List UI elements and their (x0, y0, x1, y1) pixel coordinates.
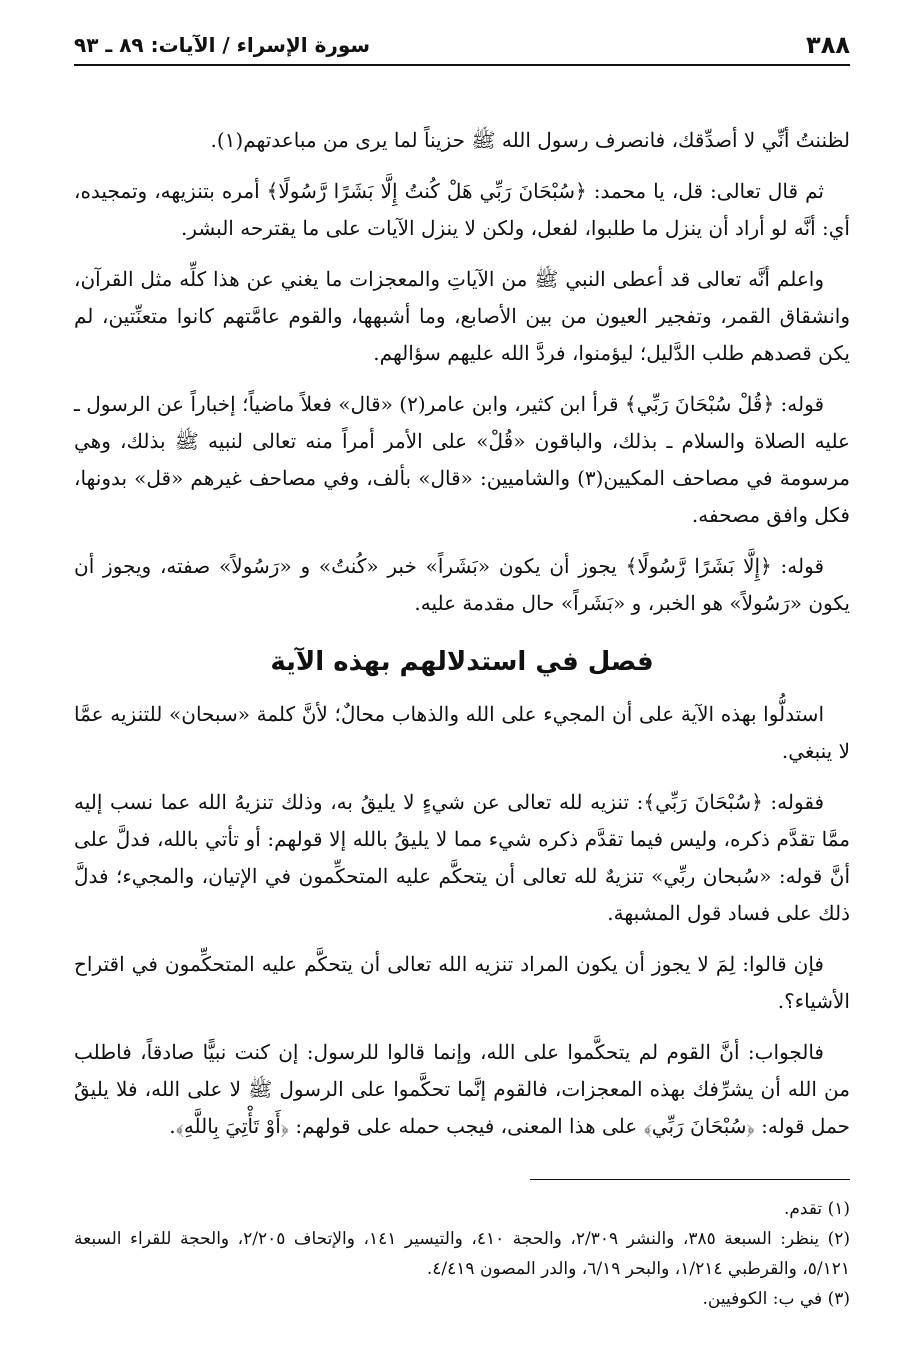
section-heading: فصل في استدلالهم بهذه الآية (270, 647, 654, 677)
paragraph: واعلم أنَّه تعالى قد أعطى النبي ﷺ من الآياتِ والمعجزات ما يغني عن هذا كلِّه مثل القرآن، وانشقاق القمر، وتفجير العيون من بين الأصابع، وما أشبهها، والقوم عامَّتهم كانوا متعنِّتين، لم يكن قصدهم طلب الدَّليل؛ ليؤمنوا، فردَّ الله عليهم سؤالهم. (74, 267, 850, 365)
surah-reference: سورة الإسراء / الآيات: ٨٩ ـ ٩٣ (74, 33, 371, 57)
footnotes (74, 1194, 850, 1314)
running-header (74, 28, 850, 66)
book-page (74, 28, 850, 1314)
paragraph: فقوله: ﴿سُبْحَانَ رَبِّي﴾: تنزيه لله تعالى عن شيءٍ لا يليقُ به، وذلك تنزيهُ الله عما نسب إليه ممَّا تقدَّم ذكره، وليس فيما تقدَّم ذكره شيء مما لا يليقُ بالله إلا قولهم: أو تأتي بالله، فدلَّ على أنَّ قوله: «سُبحان ربِّي» تنزيهٌ لله تعالى أن يتحكَّم عليه المتحكِّمون في الإتيان، والمجيء؛ فدلَّ ذلك على فساد قول المشبهة. (74, 790, 850, 925)
main-text (74, 122, 850, 1145)
footnote-divider (530, 1179, 850, 1180)
paragraph: استدلُّوا بهذه الآية على أن المجيء على الله والذهاب محالٌ؛ لأنَّ كلمة «سبحان» للتنزيه عمَّا لا ينبغي. (74, 702, 850, 763)
paragraph: ثم قال تعالى: قل، يا محمد: ﴿سُبْحَانَ رَبِّي هَلْ كُنتُ إِلَّا بَشَرًا رَّسُولًا﴾ أمره بتنزيهه، وتمجيده، أي: أنَّه لو أراد أن ينزل ما طلبوا، لفعل، ولكن لا ينزل الآيات على ما يقترحه البشر. (74, 179, 850, 240)
paragraph: فإن قالوا: لِمَ لا يجوز أن يكون المراد تنزيه الله تعالى أن يتحكَّم عليه المتحكِّمون في اقتراح الأشياء؟. (74, 952, 850, 1013)
footnote: (٣) في ب: الكوفيين. (702, 1289, 850, 1309)
paragraph: قوله: ﴿قُلْ سُبْحَانَ رَبِّي﴾ قرأ ابن كثير، وابن عامر(٢) «قال» فعلاً ماضياً؛ إخباراً عن الرسول ـ عليه الصلاة والسلام ـ بذلك، والباقون «قُلْ» على الأمر أمراً منه تعالى لنبيه ﷺ بذلك، وهي مرسومة في مصاحف المكيين(٣) والشاميين: «قال» بألف، وفي مصاحف غيرهم «قل» بدونها، فكل وافق مصحفه. (74, 392, 850, 527)
paragraph: لظننتُ أنِّي لا أصدِّقك، فانصرف رسول الله ﷺ حزيناً لما يرى من مباعدتهم(١). (210, 128, 850, 152)
footnote: (٢) ينظر: السبعة ٣٨٥، والنشر ٢/٣٠٩، والحجة ٤١٠، والتيسير ١٤١، والإتحاف ٢/٢٠٥، والحجة للقراء السبعة ٥/١٢١، والقرطبي ١/٢١٤، والبحر ٦/١٩، والدر المصون ٤/٤١٩. (74, 1229, 851, 1279)
footnote: (١) تقدم. (783, 1199, 850, 1219)
paragraph: قوله: ﴿إِلَّا بَشَرًا رَّسُولًا﴾ يجوز أن يكون «بَشَراً» خبر «كُنتُ» و «رَسُولاً» صفته، ويجوز أن يكون «رَسُولاً» هو الخبر، و «بَشَراً» حال مقدمة عليه. (74, 554, 850, 615)
page-number: ٣٨٨ (806, 31, 850, 59)
paragraph: فالجواب: أنَّ القوم لم يتحكَّموا على الله، وإنما قالوا للرسول: إن كنت نبيًّا صادقاً، فاطلب من الله أن يشرِّفك بهذه المعجزات، فالقوم إنَّما تحكَّموا على الرسول ﷺ لا على الله، فلا يليقُ حمل قوله: ﴿سُبْحَانَ رَبِّي﴾ على هذا المعنى، فيجب حمله على قولهم: ﴿أَوْ تَأْتِيَ بِاللَّهِ﴾. (74, 1040, 850, 1138)
